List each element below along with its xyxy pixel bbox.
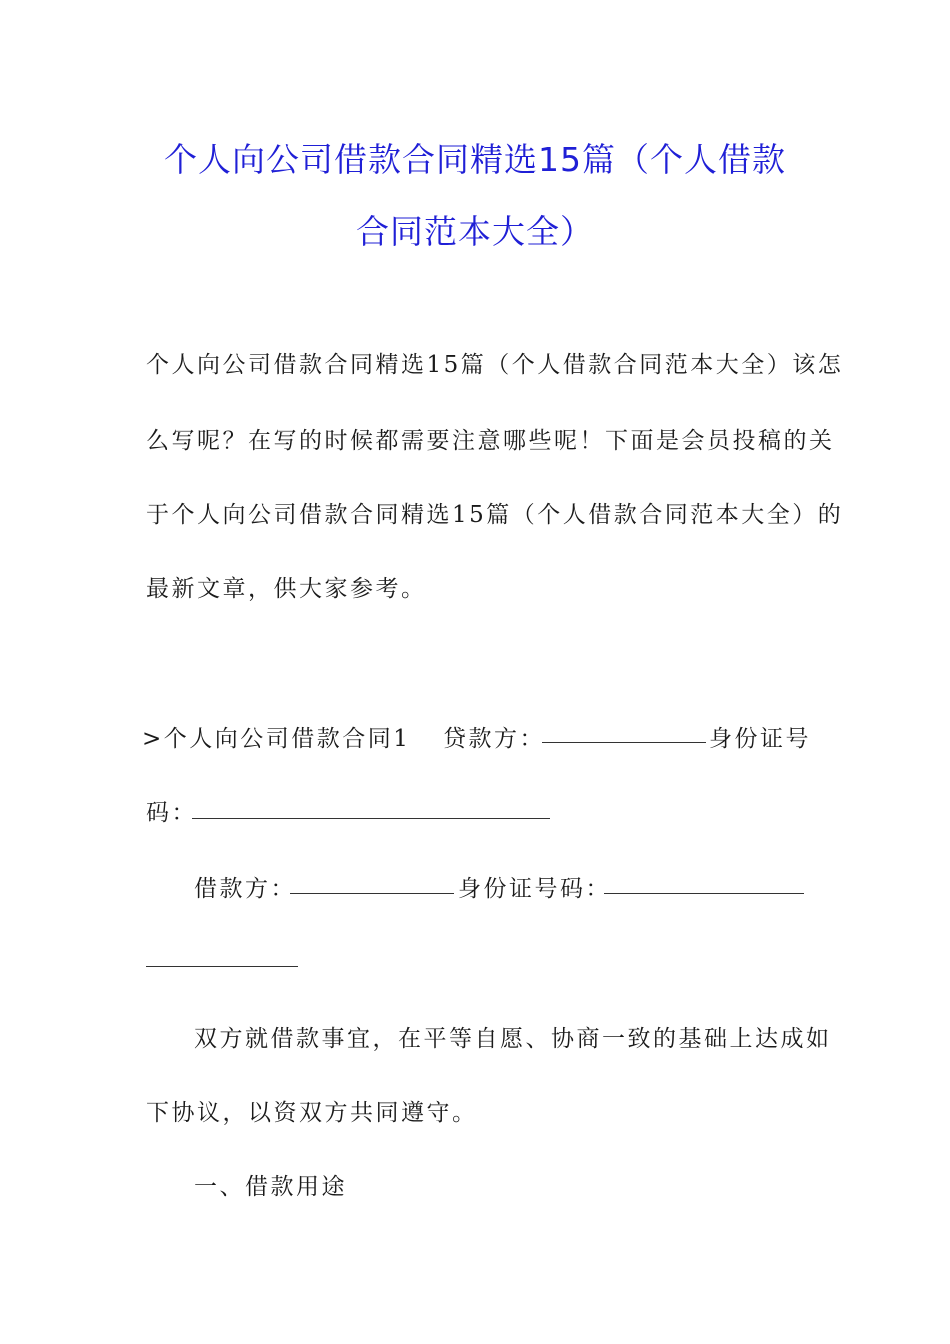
lender-id-label: 身份证号 [709,726,811,752]
section-1-heading: 一、借款用途 [194,1174,347,1200]
lender-id-blank [192,818,550,819]
intro-line-1: 个人向公司借款合同精选15篇（个人借款合同范本大全）该怎 [146,352,844,378]
lender-label: 贷款方： [443,726,545,752]
borrower-label: 借款方： [194,876,296,902]
contract-heading: >个人向公司借款合同1 [142,726,411,752]
agreement-line-1: 双方就借款事宜，在平等自愿、协商一致的基础上达成如 [194,1026,832,1052]
intro-line-2: 么写呢？在写的时候都需要注意哪些呢！下面是会员投稿的关 [146,428,835,454]
document-title-line-2: 合同范本大全） [356,212,594,251]
lender-id-label-continued: 码： [146,800,197,826]
borrower-name-blank [290,893,454,894]
document-title-line-1: 个人向公司借款合同精选15篇（个人借款 [164,140,786,179]
agreement-line-2: 下协议，以资双方共同遵守。 [146,1100,478,1126]
borrower-id-blank-continued [146,966,298,967]
borrower-id-label: 身份证号码： [458,876,611,902]
borrower-id-blank [604,893,804,894]
intro-line-4: 最新文章，供大家参考。 [146,576,427,602]
intro-line-3: 于个人向公司借款合同精选15篇（个人借款合同范本大全）的 [146,502,844,528]
lender-name-blank [542,742,706,743]
